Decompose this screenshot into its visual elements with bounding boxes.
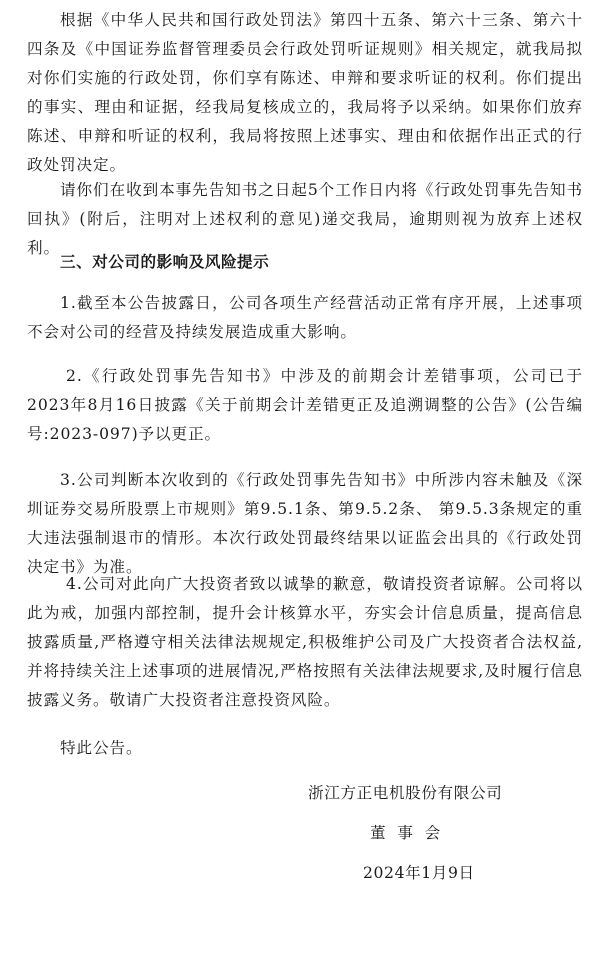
signature-company: 浙江方正电机股份有限公司 bbox=[308, 784, 503, 802]
item-1: 1.截至本公告披露日，公司各项生产经营活动正常有序开展，上述事项不会对公司的经营及持续发展造成重大影响。 bbox=[27, 294, 583, 341]
paragraph-reply-deadline: 请你们在收到本事先告知书之日起5个工作日内将《行政处罚事先告知书回执》(附后，注明对上述权利的意见)递交我局，逾期则视为放弃上述权利。 bbox=[27, 181, 583, 257]
item-2: 2.《行政处罚事先告知书》中涉及的前期会计差错事项，公司已于 2023年8月16日披露《关于前期会计差错更正及追溯调整的公告》(公告编号:2023-097)予以更正。 bbox=[27, 367, 583, 443]
closing-text: 特此公告。 bbox=[60, 739, 143, 757]
item-3: 3.公司判断本次收到的《行政处罚事先告知书》中所涉内容未触及《深圳证券交易所股票上市规则》第9.5.1条、第9.5.2条、 第9.5.3条规定的重大违法强制退市的情形。本次行政处罚最终结果以证监会出具的《行政处罚决定书》为准。 bbox=[27, 471, 583, 576]
paragraph-hearing-rights: 根据《中华人民共和国行政处罚法》第四十五条、第六十三条、第六十四条及《中国证券监督管理委员会行政处罚听证规则》相关规定，就我局拟对你们实施的行政处罚，你们享有陈述、申辩和要求听证的权利。你们提出的事实、理由和证据，经我局复核成立的，我局将予以采纳。如果你们放弃陈述、申辩和听证的权利，我局将按照上述事实、理由和依据作出正式的行政处罚决定。 bbox=[27, 11, 583, 174]
signature-date: 2024年1月9日 bbox=[363, 864, 475, 882]
section-heading: 三、对公司的影响及风险提示 bbox=[60, 253, 270, 271]
item-4: 4.公司对此向广大投资者致以诚挚的歉意，敬请投资者谅解。公司将以此为戒，加强内部控制，提升会计核算水平，夯实会计信息质量，提高信息披露质量,严格遵守相关法律法规规定,积极维护公司及广大投资者合法权益,并将持续关注上述事项的进展情况,严格按照有关法律法规要求,及时履行信息披露义务。敬请广大投资者注意投资风险。 bbox=[27, 575, 584, 709]
signature-board: 董 事 会 bbox=[370, 824, 441, 842]
